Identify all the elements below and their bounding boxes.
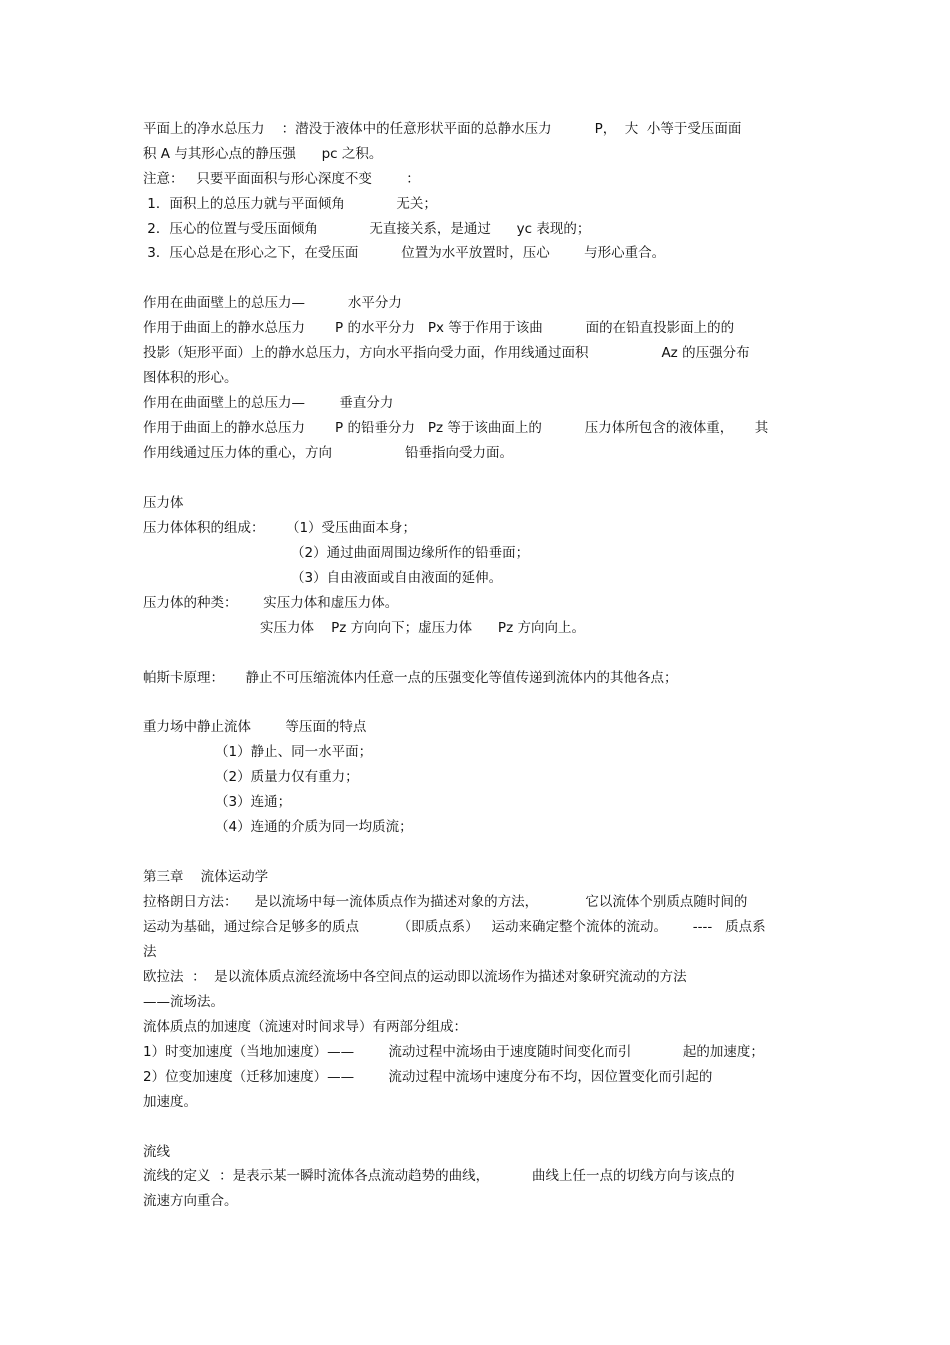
text-line: 3．压心总是在形心之下，在受压面 位置为水平放置时，压心 与形心重合。 [143, 245, 666, 261]
text-line: 2）位变加速度（迁移加速度）—— 流动过程中流场中速度分布不均，因位置变化而引起的 [143, 1069, 713, 1085]
text-line: 压力体体积的组成： （1）受压曲面本身； [143, 520, 417, 536]
list-item: （4）连通的介质为同一均质流； [215, 819, 413, 835]
list-item: （2）通过曲面周围边缘所作的铅垂面； [291, 545, 530, 561]
text-line: 拉格朗日方法： 是以流场中每一流体质点作为描述对象的方法， 它以流体个别质点随时间的 [143, 894, 748, 910]
section-heading: 作用在曲面壁上的总压力— 垂直分力 [143, 395, 394, 411]
text-line: 图体积的形心。 [143, 370, 238, 386]
list-item: （2）质量力仅有重力； [215, 769, 359, 785]
text-line: 作用线通过压力体的重心，方向 铅垂指向受力面。 [143, 445, 513, 461]
text-line: 1．面积上的总压力就与平面倾角 无关； [143, 196, 437, 212]
section-heading: 重力场中静止流体 等压面的特点 [143, 719, 367, 735]
list-item: （3）连通； [215, 794, 292, 810]
text-line: 1）时变加速度（当地加速度）—— 流动过程中流场由于速度随时间变化而引 起的加速度； [143, 1044, 764, 1060]
text-line: 流线的定义 ：是表示某一瞬时流体各点流动趋势的曲线， 曲线上任一点的切线方向与该点的 [143, 1168, 735, 1184]
text-line: 运动为基础，通过综合足够多的质点 （即质点系） 运动来确定整个流体的流动。 ---- 质点系 [143, 919, 766, 935]
text-line: ——流场法。 [143, 994, 224, 1010]
list-item: （3）自由液面或自由液面的延伸。 [291, 570, 503, 586]
text-line: 作用于曲面上的静水总压力 P 的铅垂分力 Pz 等于该曲面上的 压力体所包含的液体重， 其 [143, 420, 769, 436]
text-line: 作用于曲面上的静水总压力 P 的水平分力 Px 等于作用于该曲 面的在铅直投影面上的的 [143, 320, 735, 336]
text-line: 压力体的种类： 实压力体和虚压力体。 [143, 595, 399, 611]
text-line: 加速度。 [143, 1094, 197, 1110]
text-line: 欧拉法 ： 是以流体质点流经流场中各空间点的运动即以流场作为描述对象研究流动的方法 [143, 969, 687, 985]
text-line: 法 [143, 944, 157, 960]
text-line: 帕斯卡原理： 静止不可压缩流体内任意一点的压强变化等值传递到流体内的其他各点； [143, 670, 678, 686]
text-line: 实压力体 Pz 方向向下；虚压力体 Pz 方向向上。 [260, 620, 585, 636]
list-item: （1）静止、同一水平面； [215, 744, 373, 760]
section-heading: 作用在曲面壁上的总压力— 水平分力 [143, 295, 402, 311]
text-line: 注意： 只要平面面积与形心深度不变 ： [143, 171, 420, 187]
text-line: 平面上的净水总压力 ：潜没于液体中的任意形状平面的总静水压力 P， 大 小等于受压面面 [143, 121, 742, 137]
chapter-heading: 第三章 流体运动学 [143, 869, 269, 885]
text-line: 投影（矩形平面）上的静水总压力，方向水平指向受力面，作用线通过面积 Az 的压强分布 [143, 345, 750, 361]
section-heading: 压力体 [143, 495, 184, 511]
section-heading: 流线 [143, 1144, 170, 1160]
text-line: 流速方向重合。 [143, 1193, 238, 1209]
text-line: 2．压心的位置与受压面倾角 无直接关系，是通过 yc 表现的； [143, 221, 591, 237]
text-line: 积 A 与其形心点的静压强 pc 之积。 [143, 146, 383, 162]
text-line: 流体质点的加速度（流速对时间求导）有两部分组成： [143, 1019, 467, 1035]
